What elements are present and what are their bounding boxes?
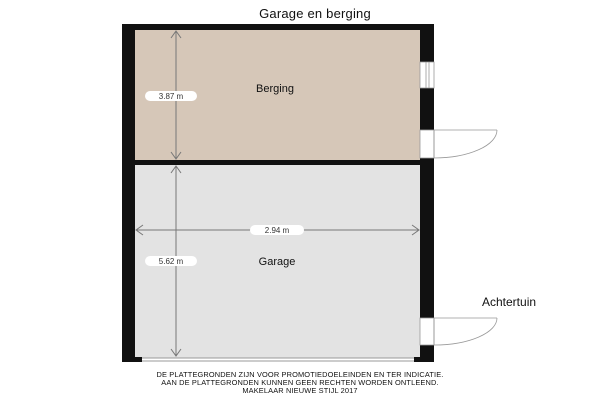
right-wall-mid [420, 158, 434, 318]
right-wall-top [420, 24, 434, 62]
achtertuin-label: Achtertuin [482, 295, 537, 309]
garage-back-door [420, 318, 497, 345]
berging-label: Berging [256, 83, 294, 95]
bottom-wall-left [122, 357, 142, 362]
garage-height-label: 5.62 m [158, 257, 184, 266]
garage-label: Garage [258, 256, 296, 268]
berging-height-label: 3.87 m [158, 92, 184, 101]
disclaimer-line-2: AAN DE PLATTEGRONDEN KUNNEN GEEN RECHTEN WORDEN ONTLEEND. [161, 378, 439, 387]
window [420, 62, 434, 88]
berging-door [420, 130, 497, 158]
plan-title: Garage en berging [259, 6, 371, 21]
disclaimer [0, 371, 600, 395]
right-wall-bottom [420, 345, 434, 362]
disclaimer-line-3: MAKELAAR NIEUWE STIJL 2017 [242, 386, 358, 395]
left-wall [122, 24, 135, 362]
top-wall [122, 24, 434, 30]
disclaimer-line-1: DE PLATTEGRONDEN ZIJN VOOR PROMOTIEDOELEINDEN EN TER INDICATIE. [156, 370, 444, 379]
garage-door [142, 358, 414, 361]
divider-wall [135, 160, 434, 165]
right-wall-mid-upper [420, 88, 434, 130]
width-label: 2.94 m [264, 226, 290, 235]
